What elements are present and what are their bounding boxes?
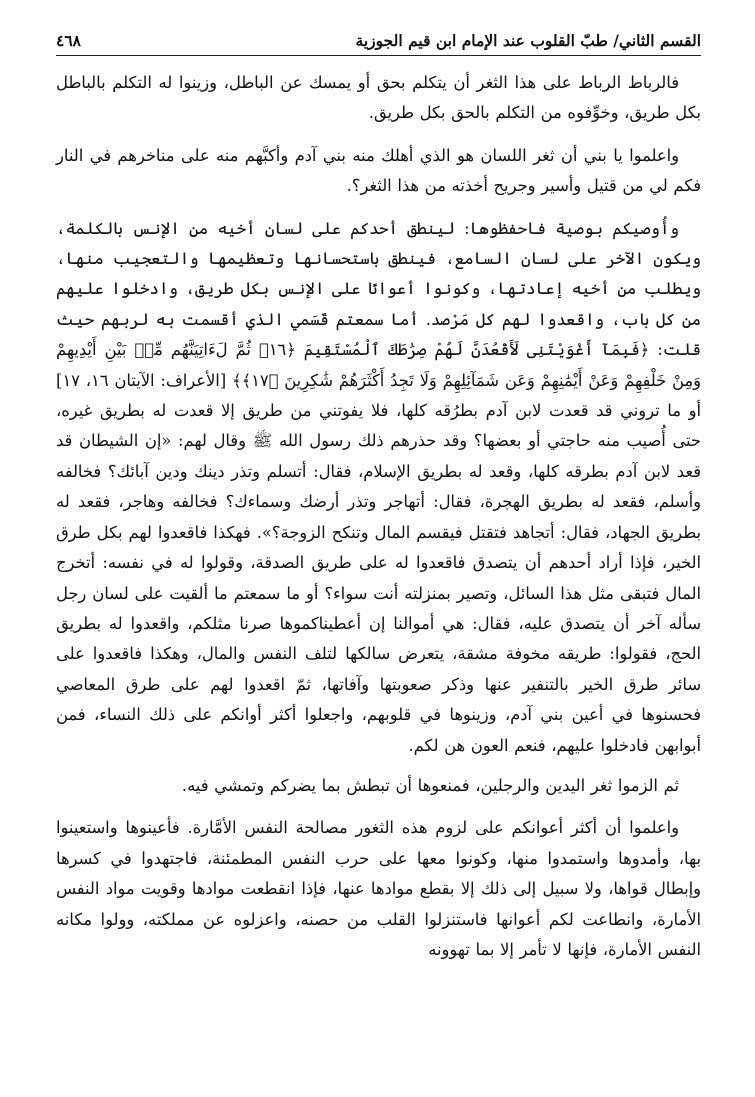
running-header [56,30,701,56]
running-title: القسم الثاني/ طبّ القلوب عند الإمام ابن قيم الجوزية [355,31,701,50]
paragraph-tongue-frontier: واعلموا يا بني أن ثغر اللسان هو الذي أهلك منه بني آدم وأكبَّهم منه على مناخرهم في النار فكم لي من قتيل وأسير وجريح أخذته من هذا الثغر؟. [56,145,701,196]
paragraph-ribat: فالرباط الرباط على هذا الثغر أن يتكلم بحق أو يمسك عن الباطل، وزينوا له التكلم بالباطل بكل طريق، وخوِّفوه من التكلم بالحق بكل طريق. [56,73,701,123]
paragraph-commanding-soul: واعلموا أن أكثر أعوانكم على لزوم هذه الثغور مصالحة النفس الأمَّارة. فأعينوها واستعينوا بها، وأمدوها واستمدوا منها، وكونوا معها على حرب النفس المطمئنة، فاجتهدوا في كسرها وإبطال قواها، ولا سبيل إلى ذلك إلا بقطع موادها عنها، فإذا انقطعت موادها وقويت مواد النفس الأمارة، وانطاعت لكم أعوانها فاستنزلوا القلب من حصنه، واعزلوه عن مملكته، وولوا مكانه النفس الأمارة، فإنها لا تأمر إلا بما تهوونه [56,818,701,959]
page-body [56,68,701,965]
paragraph-counsel: وأُوصيكم بوصية فاحفظوها: لينطق أحدكم على لسان أخيه من الإنس بالكلمة، ويكون الآخر على لسان السامع، فينطق باستحسانها وتعظيمها والتعجيب منها، ويطلب من أخيه إعادتها، وكونوا أعوانًا على الإنس بكل طريق، وادخلوا عليهم من كل باب، واقعدوا لهم كل مَرْصد. أما سمعتم قَسَمي الذي أقسمت به لربهم حيث قلت: ﴿فَبِمَآ أَغْوَيْتَنِى لَأَقْعُدَنَّ لَهُمْ صِرَٰطَكَ ٱلْمُسْتَقِيمَ ﴿١٦﴾ ثُمَّ لَءَاتِيَنَّهُم مِّنۢ بَيْنِ أَيْدِيهِمْ وَمِنْ خَلْفِهِمْ وَعَنْ أَيْمَٰنِهِمْ وَعَن شَمَآئِلِهِمْ وَلَا تَجِدُ أَكْثَرَهُمْ شَٰكِرِينَ ﴿١٧﴾﴾ [الأعراف: الآيتان ١٦، ١٧] أو ما تروني قد قعدت لابن آدم بطرُقه كلها، فلا يفوتني من طريق إلا قعدت له بطريق غيره، حتى أُصيب منه حاجتي أو بعضها؟ وقد حذرهم ذلك رسول الله ﷺ وقال لهم: «إن الشيطان قد قعد لابن آدم بطرقه كلها، وقعد له بطريق الإسلام، فقال: أتسلم وتذر دينك ودين آبائك؟ فخالفه وأسلم، فقعد له بطريق الهجرة، فقال: أتهاجر وتذر أرضك وسماءك؟ فخالفه وهاجر، فقعد له بطريق الجهاد، فقال: أتجاهد فتقتل فيقسم المال وتنكح الزوجة؟». فهكذا فاقعدوا لهم بكل طرق الخير، فإذا أراد أحدهم أن يتصدق فاقعدوا له على طريق الصدقة، وقولوا له في نفسه: أتخرج المال فتبقى مثل هذا السائل، وتصير بمنزلته أنت سواء؟ أو ما سمعتم ما ألقيت على لسان رجل سأله آخر أن يتصدق عليه، فقال: هي أموالنا إن أعطيناكموها صرنا مثلكم، واقعدوا له بطريق الحج، فقولوا: طريقه مخوفة مشقة، يتعرض سالكها لتلف النفس والمال، وهكذا فاقعدوا على سائر طرق الخير بالتنفير عنها وذكر صعوبتها وآفاتها، ثمّ اقعدوا لهم على طرق المعاصي فحسنوها في أعين بني آدم، وزينوها في قلوبهم، واجعلوا أكثر أوانكم على ذلك النساء، فمن أبوابهن فادخلوا عليهم، فنعم العون هن لكم. [56,218,702,755]
paragraph-hands-feet: ثم الزموا ثغر اليدين والرجلين، فمنعوها أن تبطش بما يضركم وتمشي فيه. [181,775,679,795]
book-page [56,30,701,977]
page-number: ٤٦٨ [56,31,81,50]
